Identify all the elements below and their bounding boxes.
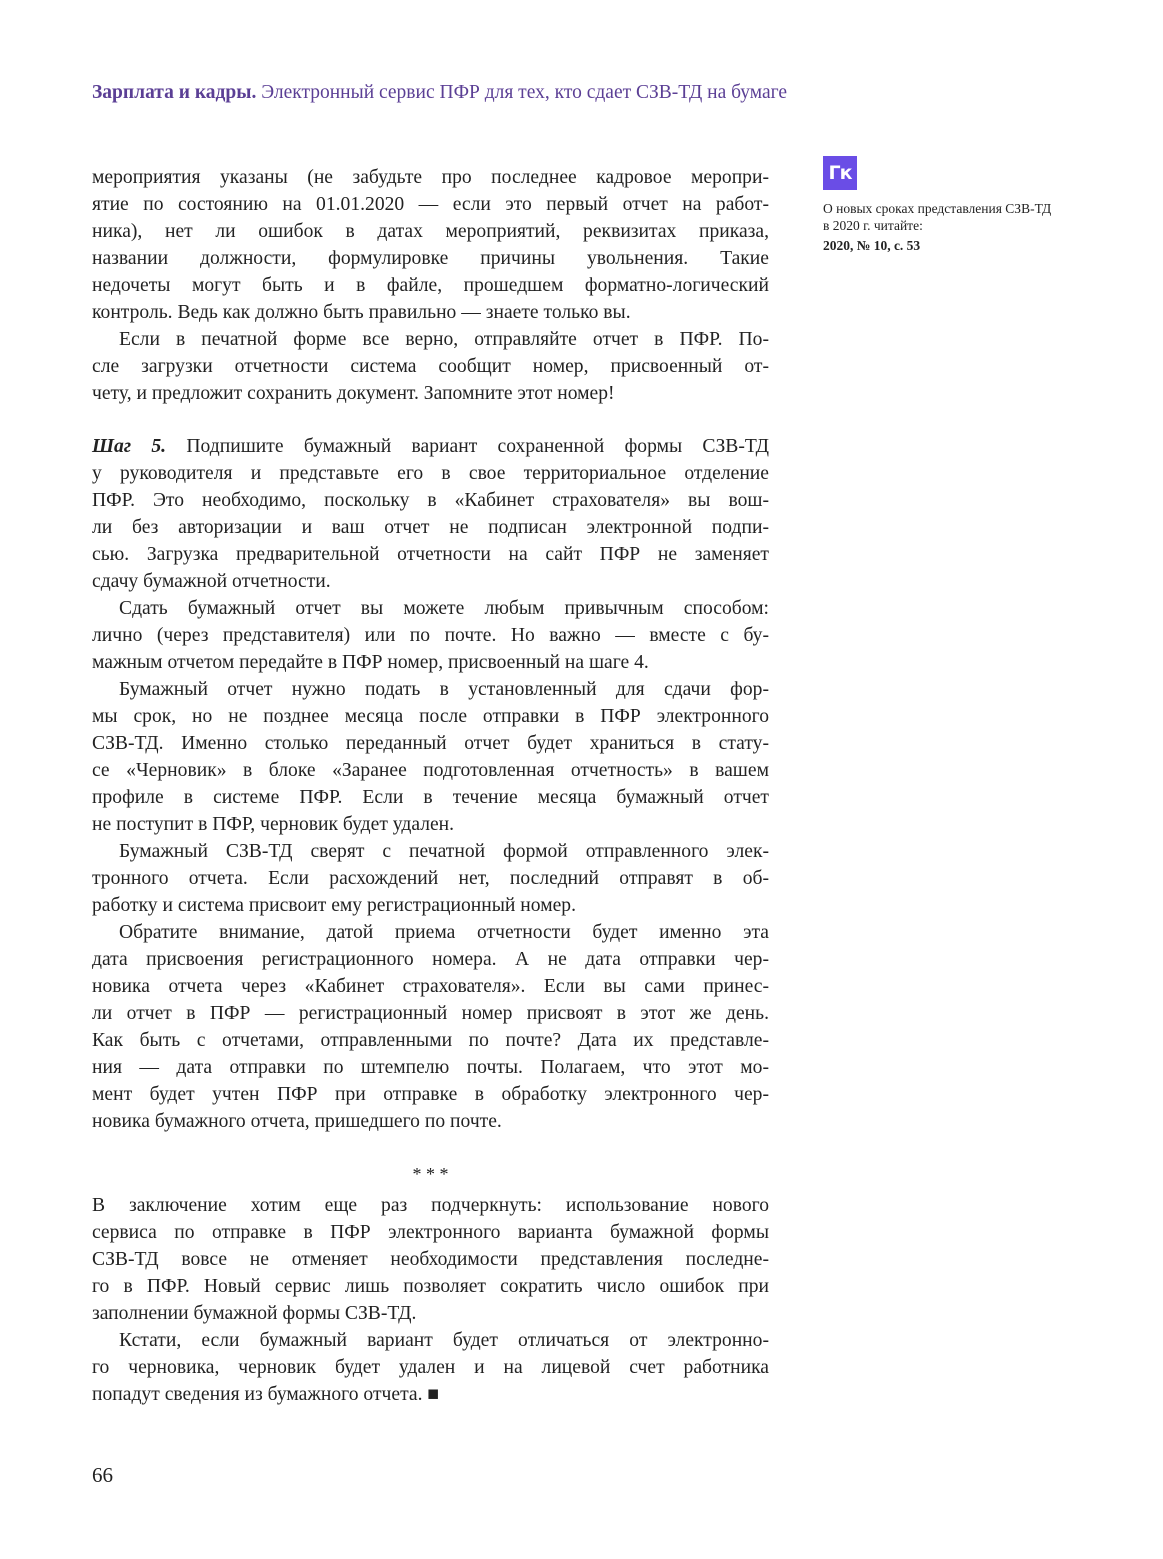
text-line: ПФР. Это необходимо, поскольку в «Кабинет страхователя» вы вош- [92, 490, 769, 511]
text-line: СЗВ-ТД. Именно столько переданный отчет будет храниться в стату- [92, 733, 769, 754]
text-line: Бумажный СЗВ-ТД сверят с печатной формой отправленного элек- [119, 841, 769, 862]
gk-logo-icon: Гк [823, 156, 857, 190]
text-line: контроль. Ведь как должно быть правильно — знаете только вы. [92, 302, 631, 323]
text-line: В заключение хотим еще раз подчеркнуть: использование нового [92, 1195, 769, 1216]
sidebar-note [823, 156, 1053, 254]
text-line: недочеты могут быть и в файле, прошедшем форматно-логический [92, 275, 769, 296]
text-line: сервиса по отправке в ПФР электронного варианта бумажной формы [92, 1222, 769, 1243]
text-block-conclusion [92, 1192, 769, 1408]
text-line: Обратите внимание, датой приема отчетности будет именно эта [119, 922, 769, 943]
text-line: ятие по состоянию на 01.01.2020 — если это первый отчет на работ- [92, 194, 769, 215]
text-line: се «Черновик» в блоке «Заранее подготовленная отчетность» в вашем [92, 760, 769, 781]
running-header [92, 82, 787, 104]
text-line: ли отчет в ПФР — регистрационный номер присвоят в этот же день. [92, 1003, 769, 1024]
text-line: мы срок, но не позднее месяца после отправки в ПФР электронного [92, 706, 769, 727]
header-title: Электронный сервис ПФР для тех, кто сдает СЗВ-ТД на бумаге [261, 82, 788, 103]
page-number: 66 [92, 1463, 113, 1487]
text-line: работку и система присвоит ему регистрационный номер. [92, 895, 576, 916]
text-line: названии должности, формулировке причины увольнения. Такие [92, 248, 769, 269]
text-line: тронного отчета. Если расхождений нет, последний отправят в об- [92, 868, 769, 889]
text-line: ния — дата отправки по штемпелю почты. Полагаем, что этот мо- [92, 1057, 769, 1078]
text-line: СЗВ-ТД вовсе не отменяет необходимости представления последне- [92, 1249, 769, 1270]
sidebar-note-text: О новых сроках представления СЗВ-ТД в 2020 г. читайте: [823, 201, 1052, 233]
text-line: мероприятия указаны (не забудьте про последнее кадровое меропри- [92, 167, 769, 188]
text-line: чету, и предложит сохранить документ. Запомните этот номер! [92, 383, 615, 404]
text-block-step5 [92, 433, 769, 1135]
text-line: у руководителя и представьте его в свое территориальное отделение [92, 463, 769, 484]
text-line: Сдать бумажный отчет вы можете любым привычным способом: [119, 598, 769, 619]
text-line: сле загрузки отчетности система сообщит номер, присвоенный от- [92, 356, 769, 377]
text-line: Как быть с отчетами, отправленными по почте? Дата их представле- [92, 1030, 769, 1051]
text-line: ли без авторизации и ваш отчет не подписан электронной подпи- [92, 517, 769, 538]
text-line: не поступит в ПФР, черновик будет удален. [92, 814, 455, 835]
text-line: дата присвоения регистрационного номера. А не дата отправки чер- [92, 949, 769, 970]
header-section: Зарплата и кадры. [92, 82, 257, 103]
text-line: попадут сведения из бумажного отчета. ■ [92, 1384, 440, 1405]
text-block-1 [92, 164, 769, 407]
text-line: лично (через представителя) или по почте. Но важно — вместе с бу- [92, 625, 769, 646]
text-line: заполнении бумажной формы СЗВ-ТД. [92, 1303, 417, 1324]
text-line: профиле в системе ПФР. Если в течение месяца бумажный отчет [92, 787, 769, 808]
text-line [92, 433, 769, 460]
section-separator: * * * [412, 1164, 449, 1184]
step-label: Шаг 5. [92, 436, 167, 457]
text-line: Если в печатной форме все верно, отправляйте отчет в ПФР. По- [119, 329, 769, 350]
text-line: новика бумажного отчета, пришедшего по почте. [92, 1111, 502, 1132]
text-line: го черновика, черновик будет удален и на лицевой счет работника [92, 1357, 769, 1378]
text-line: мажным отчетом передайте в ПФР номер, присвоенный на шаге 4. [92, 652, 649, 673]
sidebar-reference: 2020, № 10, с. 53 [823, 238, 921, 253]
text-line: сью. Загрузка предварительной отчетности на сайт ПФР не заменяет [92, 544, 769, 565]
text-line: ника), нет ли ошибок в датах мероприятий, реквизитах приказа, [92, 221, 769, 242]
text-line: сдачу бумажной отчетности. [92, 571, 331, 592]
text-line: новика отчета через «Кабинет страхователя». Если вы сами принес- [92, 976, 769, 997]
text-line: Бумажный отчет нужно подать в установленный для сдачи фор- [119, 679, 769, 700]
text-run: Подпишите бумажный вариант сохраненной формы СЗВ-ТД [166, 436, 770, 457]
text-line: го в ПФР. Новый сервис лишь позволяет сократить число ошибок при [92, 1276, 769, 1297]
text-line: Кстати, если бумажный вариант будет отличаться от электронно- [119, 1330, 769, 1351]
text-line: мент будет учтен ПФР при отправке в обработку электронного чер- [92, 1084, 769, 1105]
